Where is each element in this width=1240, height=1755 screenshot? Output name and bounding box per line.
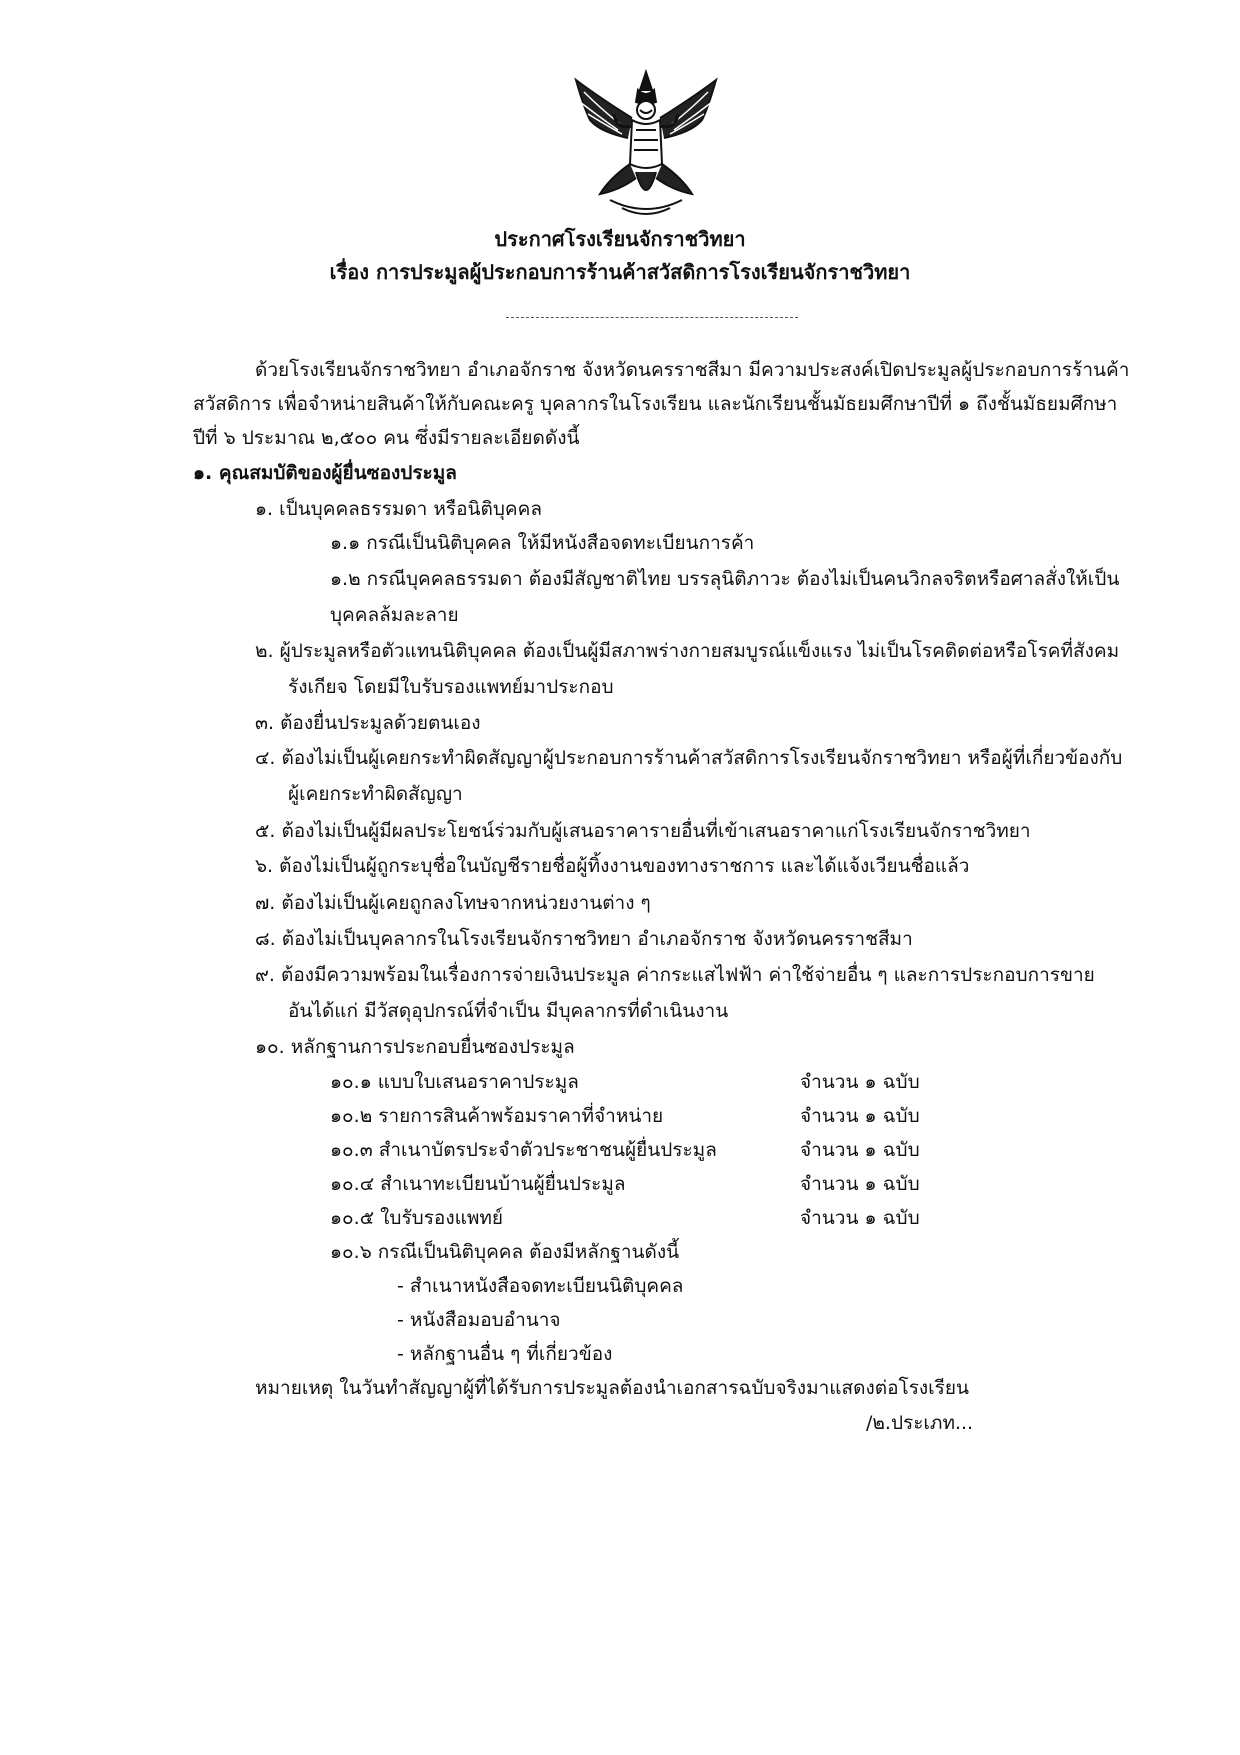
doc-10-3-label: ๑๐.๓ สำเนาบัตรประจำตัวประชาชนผู้ยื่นประมูล (330, 1139, 717, 1161)
sub-doc-item: - สำเนาหนังสือจดทะเบียนนิติบุคคล (397, 1275, 684, 1297)
item-9-line-2: อันได้แก่ มีวัสดุอุปกรณ์ที่จำเป็น มีบุคลากรที่ดำเนินงาน (288, 1000, 729, 1022)
item-1-2-line-1: ๑.๒ กรณีบุคคลธรรมดา ต้องมีสัญชาติไทย บรรลุนิติภาวะ ต้องไม่เป็นคนวิกลจริตหรือศาลสั่งให้เป็น (330, 568, 1120, 590)
doc-10-2-count: จำนวน ๑ ฉบับ (800, 1105, 920, 1127)
garuda-emblem-icon (570, 68, 722, 220)
item-1-2-line-2: บุคคลล้มละลาย (330, 604, 459, 626)
remark-note: หมายเหตุ ในวันทำสัญญาผู้ที่ได้รับการประมูลต้องนำเอกสารฉบับจริงมาแสดงต่อโรงเรียน (255, 1377, 969, 1399)
section-1-heading: ๑. คุณสมบัติของผู้ยื่นซองประมูล (193, 462, 457, 484)
sub-doc-item: - หลักฐานอื่น ๆ ที่เกี่ยวข้อง (397, 1343, 613, 1365)
item-4-line-2: ผู้เคยกระทำผิดสัญญา (288, 783, 463, 805)
item-9-line-1: ๙. ต้องมีความพร้อมในเรื่องการจ่ายเงินประมูล ค่ากระแสไฟฟ้า ค่าใช้จ่ายอื่น ๆ และการประกอบการขาย (255, 964, 1095, 986)
page-continuation: /๒.ประเภท... (866, 1412, 974, 1434)
doc-10-5-label: ๑๐.๕ ใบรับรองแพทย์ (330, 1207, 504, 1229)
doc-10-4-label: ๑๐.๔ สำเนาทะเบียนบ้านผู้ยื่นประมูล (330, 1173, 626, 1195)
item-2-line-1: ๒. ผู้ประมูลหรือตัวแทนนิติบุคคล ต้องเป็นผู้มีสภาพร่างกายสมบูรณ์แข็งแรง ไม่เป็นโรคติดต่อหรือโรคที่สังคม (255, 640, 1120, 662)
sub-doc-item: - หนังสือมอบอำนาจ (397, 1309, 561, 1331)
item-7: ๗. ต้องไม่เป็นผู้เคยถูกลงโทษจากหน่วยงานต่าง ๆ (255, 892, 651, 914)
doc-10-2-label: ๑๐.๒ รายการสินค้าพร้อมราคาที่จำหน่าย (330, 1105, 664, 1127)
intro-line-1: ด้วยโรงเรียนจักราชวิทยา อำเภอจักราช จังหวัดนครราชสีมา มีความประสงค์เปิดประมูลผู้ประกอบการร้านค้า (255, 359, 1130, 381)
item-4-line-1: ๔. ต้องไม่เป็นผู้เคยกระทำผิดสัญญาผู้ประกอบการร้านค้าสวัสดิการโรงเรียนจักราชวิทยา หรือผู้ที่เกี่ยวข้องกับ (255, 747, 1123, 769)
item-2-line-2: รังเกียจ โดยมีใบรับรองแพทย์มาประกอบ (288, 676, 614, 698)
item-10: ๑๐. หลักฐานการประกอบยื่นซองประมูล (255, 1036, 575, 1058)
intro-line-3: ปีที่ ๖ ประมาณ ๒,๕๐๐ คน ซึ่งมีรายละเอียดดังนี้ (193, 427, 580, 449)
item-3: ๓. ต้องยื่นประมูลด้วยตนเอง (255, 712, 481, 734)
item-8: ๘. ต้องไม่เป็นบุคลากรในโรงเรียนจักราชวิทยา อำเภอจักราช จังหวัดนครราชสีมา (255, 928, 913, 950)
item-5: ๕. ต้องไม่เป็นผู้มีผลประโยชน์ร่วมกับผู้เสนอราคารายอื่นที่เข้าเสนอราคาแก่โรงเรียนจักราชวิทยา (255, 820, 1031, 842)
item-6: ๖. ต้องไม่เป็นผู้ถูกระบุชื่อในบัญชีรายชื่อผู้ทิ้งงานของทางราชการ และได้แจ้งเวียนชื่อแล้ว (255, 855, 970, 877)
announcement-title: ประกาศโรงเรียนจักราชวิทยา (494, 227, 746, 251)
doc-10-3-count: จำนวน ๑ ฉบับ (800, 1139, 920, 1161)
title-divider (506, 317, 798, 318)
intro-line-2: สวัสดิการ เพื่อจำหน่ายสินค้าให้กับคณะครู บุคลากรในโรงเรียน และนักเรียนชั้นมัธยมศึกษาปีที่ ๑ ถึงชั้นมัธยมศึกษา (193, 393, 1118, 415)
item-1: ๑. เป็นบุคคลธรรมดา หรือนิติบุคคล (255, 498, 542, 520)
doc-10-1-count: จำนวน ๑ ฉบับ (800, 1071, 920, 1093)
doc-10-1-label: ๑๐.๑ แบบใบเสนอราคาประมูล (330, 1071, 579, 1093)
item-1-1: ๑.๑ กรณีเป็นนิติบุคคล ให้มีหนังสือจดทะเบียนการค้า (330, 532, 755, 554)
announcement-subject: เรื่อง การประมูลผู้ประกอบการร้านค้าสวัสดิการโรงเรียนจักราชวิทยา (329, 260, 911, 284)
doc-10-4-count: จำนวน ๑ ฉบับ (800, 1173, 920, 1195)
doc-10-6: ๑๐.๖ กรณีเป็นนิติบุคคล ต้องมีหลักฐานดังนี้ (330, 1241, 680, 1263)
doc-10-5-count: จำนวน ๑ ฉบับ (800, 1207, 920, 1229)
